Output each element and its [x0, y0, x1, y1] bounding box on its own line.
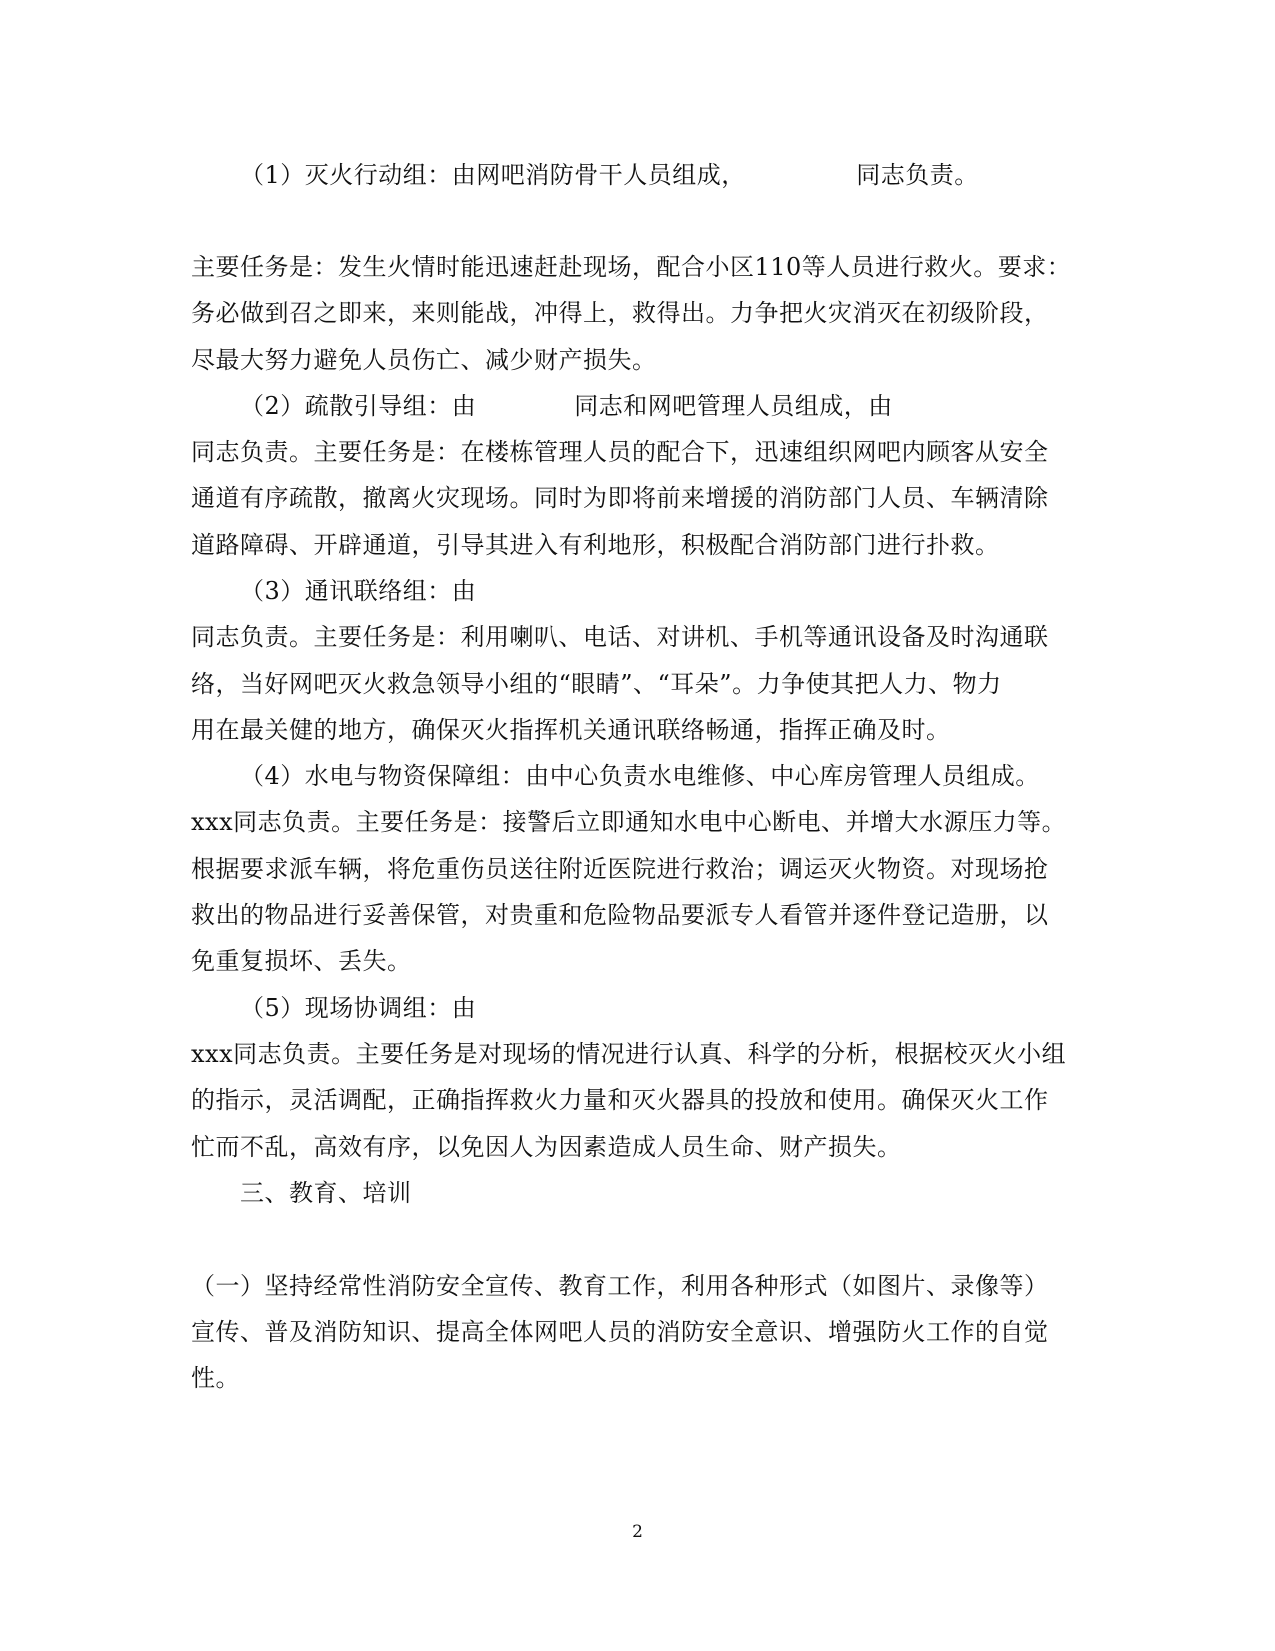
page-number: 2 [632, 1522, 643, 1542]
text-line: 的指示，灵活调配，正确指挥救火力量和灭火器具的投放和使用。确保灭火工作 [191, 1086, 1049, 1114]
text-line: （5）现场协调组：由 [240, 994, 477, 1022]
text-line: （1）灭火行动组：由网吧消防骨干人员组成， 同志负责。 [240, 161, 979, 189]
text-line: 同志负责。主要任务是：利用喇叭、电话、对讲机、手机等通讯设备及时沟通联 [191, 623, 1049, 651]
text-line: （4）水电与物资保障组：由中心负责水电维修、中心库房管理人员组成。 [240, 762, 1040, 790]
text-line: 忙而不乱，高效有序，以免因人为因素造成人员生命、财产损失。 [191, 1133, 902, 1161]
section-heading: 三、教育、培训 [240, 1179, 412, 1207]
text-line: （一）坚持经常性消防安全宣传、教育工作，利用各种形式（如图片、录像等） [191, 1272, 1049, 1300]
text-line: 根据要求派车辆，将危重伤员送往附近医院进行救治；调运灭火物资。对现场抢 [191, 855, 1049, 883]
text-line: 免重复损坏、丢失。 [191, 947, 412, 975]
text-line: 救出的物品进行妥善保管，对贵重和危险物品要派专人看管并逐件登记造册，以 [191, 901, 1049, 929]
text-line: 络，当好网吧灭火救急领导小组的“眼睛”、“耳朵”。力争使其把人力、物力 [191, 670, 1002, 698]
text-line: xxx同志负责。主要任务是对现场的情况进行认真、科学的分析，根据校灭火小组 [191, 1040, 1067, 1068]
text-line: 性。 [191, 1364, 240, 1392]
text-line: 尽最大努力避免人员伤亡、减少财产损失。 [191, 346, 657, 374]
text-line: 道路障碍、开辟通道，引导其进入有利地形，积极配合消防部门进行扑救。 [191, 531, 1000, 559]
text-line: 用在最关健的地方，确保灭火指挥机关通讯联络畅通，指挥正确及时。 [191, 716, 951, 744]
text-line: 宣传、普及消防知识、提高全体网吧人员的消防安全意识、增强防火工作的自觉 [191, 1318, 1049, 1346]
text-line: 同志负责。主要任务是：在楼栋管理人员的配合下，迅速组织网吧内顾客从安全 [191, 438, 1049, 466]
text-line: （2）疏散引导组：由 同志和网吧管理人员组成，由 [240, 392, 893, 420]
text-line: 主要任务是：发生火情时能迅速赶赴现场，配合小区110等人员进行救火。要求： [191, 253, 1072, 281]
text-line: 务必做到召之即来，来则能战，冲得上，救得出。力争把火灾消灭在初级阶段， [191, 299, 1049, 327]
text-line: xxx同志负责。主要任务是：接警后立即通知水电中心断电、并增大水源压力等。 [191, 808, 1067, 836]
text-line: （3）通讯联络组：由 [240, 577, 477, 605]
text-line: 通道有序疏散，撤离火灾现场。同时为即将前来增援的消防部门人员、车辆清除 [191, 484, 1049, 512]
